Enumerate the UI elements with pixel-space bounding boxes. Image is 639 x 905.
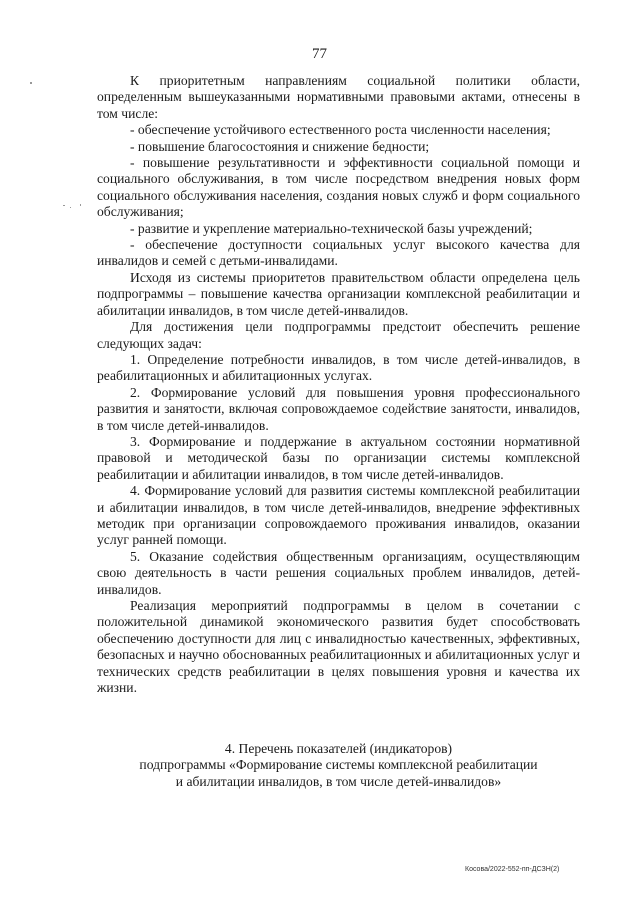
speck-mark — [70, 207, 71, 208]
task-2: 2. Формирование условий для повышения уровня профессионального развития и занятости, включая сопровождаемое содействие занятости, инвалидов, в том числе детей-инвалидов. — [97, 384, 580, 433]
list-item-population-growth: - обеспечение устойчивого естественного роста численности населения; — [130, 122, 551, 138]
list-item-material-base: - развитие и укрепление материально-технической базы учреждений; — [130, 220, 533, 236]
list-item-service-access: - обеспечение доступности социальных услуг высокого качества для инвалидов и семей с детьми-инвалидами. — [97, 237, 580, 269]
section-heading-line-1: 4. Перечень показателей (индикаторов) — [224, 741, 453, 756]
task-4: 4. Формирование условий для развития системы комплексной реабилитации и абилитации инвалидов, в том числе детей-инвалидов, внедрение эффективных методик при организации сопровождаемого проживания инвалидов, оказании услуг ранней помощи. — [97, 483, 580, 548]
body-text — [97, 73, 580, 696]
section-heading-line-2: подпрограммы «Формирование системы комплексной реабилитации — [139, 757, 538, 773]
paragraph-outcome: Реализация мероприятий подпрограммы в целом в сочетании с положительной динамикой экономического развития будет способствовать обеспечению доступности для лиц с инвалидностью качественных, эффективных, безопасных и научно обоснованных реабилитационных и абилитационных услуг и технических средств реабилитации в целях повышения уровня и качества их жизни. — [97, 598, 580, 696]
speck-mark — [30, 82, 32, 84]
task-1: 1. Определение потребности инвалидов, в том числе детей-инвалидов, в реабилитационных и абилитационных услугах. — [97, 351, 580, 384]
page-number: 77 — [312, 46, 327, 62]
footer-reference: Косова/2022-552-пп-ДСЗН(2) — [465, 866, 560, 873]
paragraph-goal: Исходя из системы приоритетов правительством области определена цель подпрограммы – повышение качества организации комплексной реабилитации и абилитации инвалидов, в том числе детей-инвалидов. — [97, 269, 580, 318]
section-heading-line-3: и абилитации инвалидов, в том числе детей-инвалидов» — [175, 773, 502, 789]
task-3: 3. Формирование и поддержание в актуальном состоянии нормативной правовой и методической базы по организации системы комплексной реабилитации и абилитации инвалидов, в том числе детей-инвалидов. — [97, 433, 580, 482]
speck-mark — [63, 205, 65, 206]
task-5: 5. Оказание содействия общественным организациям, осуществляющим свою деятельность в части решения социальных проблем инвалидов, детей-инвалидов. — [97, 548, 580, 597]
section-heading — [97, 741, 580, 790]
list-item-welfare: - повышение благосостояния и снижение бедности; — [130, 138, 430, 154]
paragraph-tasks-intro: Для достижения цели подпрограммы предстоит обеспечить решение следующих задач: — [97, 319, 580, 351]
list-item-social-assistance: - повышение результативности и эффективности социальной помощи и социального обслуживания, в том числе посредством внедрения новых форм социального обслуживания населения, создания новых служб и форм социального обслуживания; — [97, 155, 580, 220]
speck-mark — [80, 204, 81, 206]
paragraph-intro: К приоритетным направлениям социальной политики области, определенным вышеуказанными нормативными правовыми актами, отнесены в том числе: — [97, 73, 580, 121]
